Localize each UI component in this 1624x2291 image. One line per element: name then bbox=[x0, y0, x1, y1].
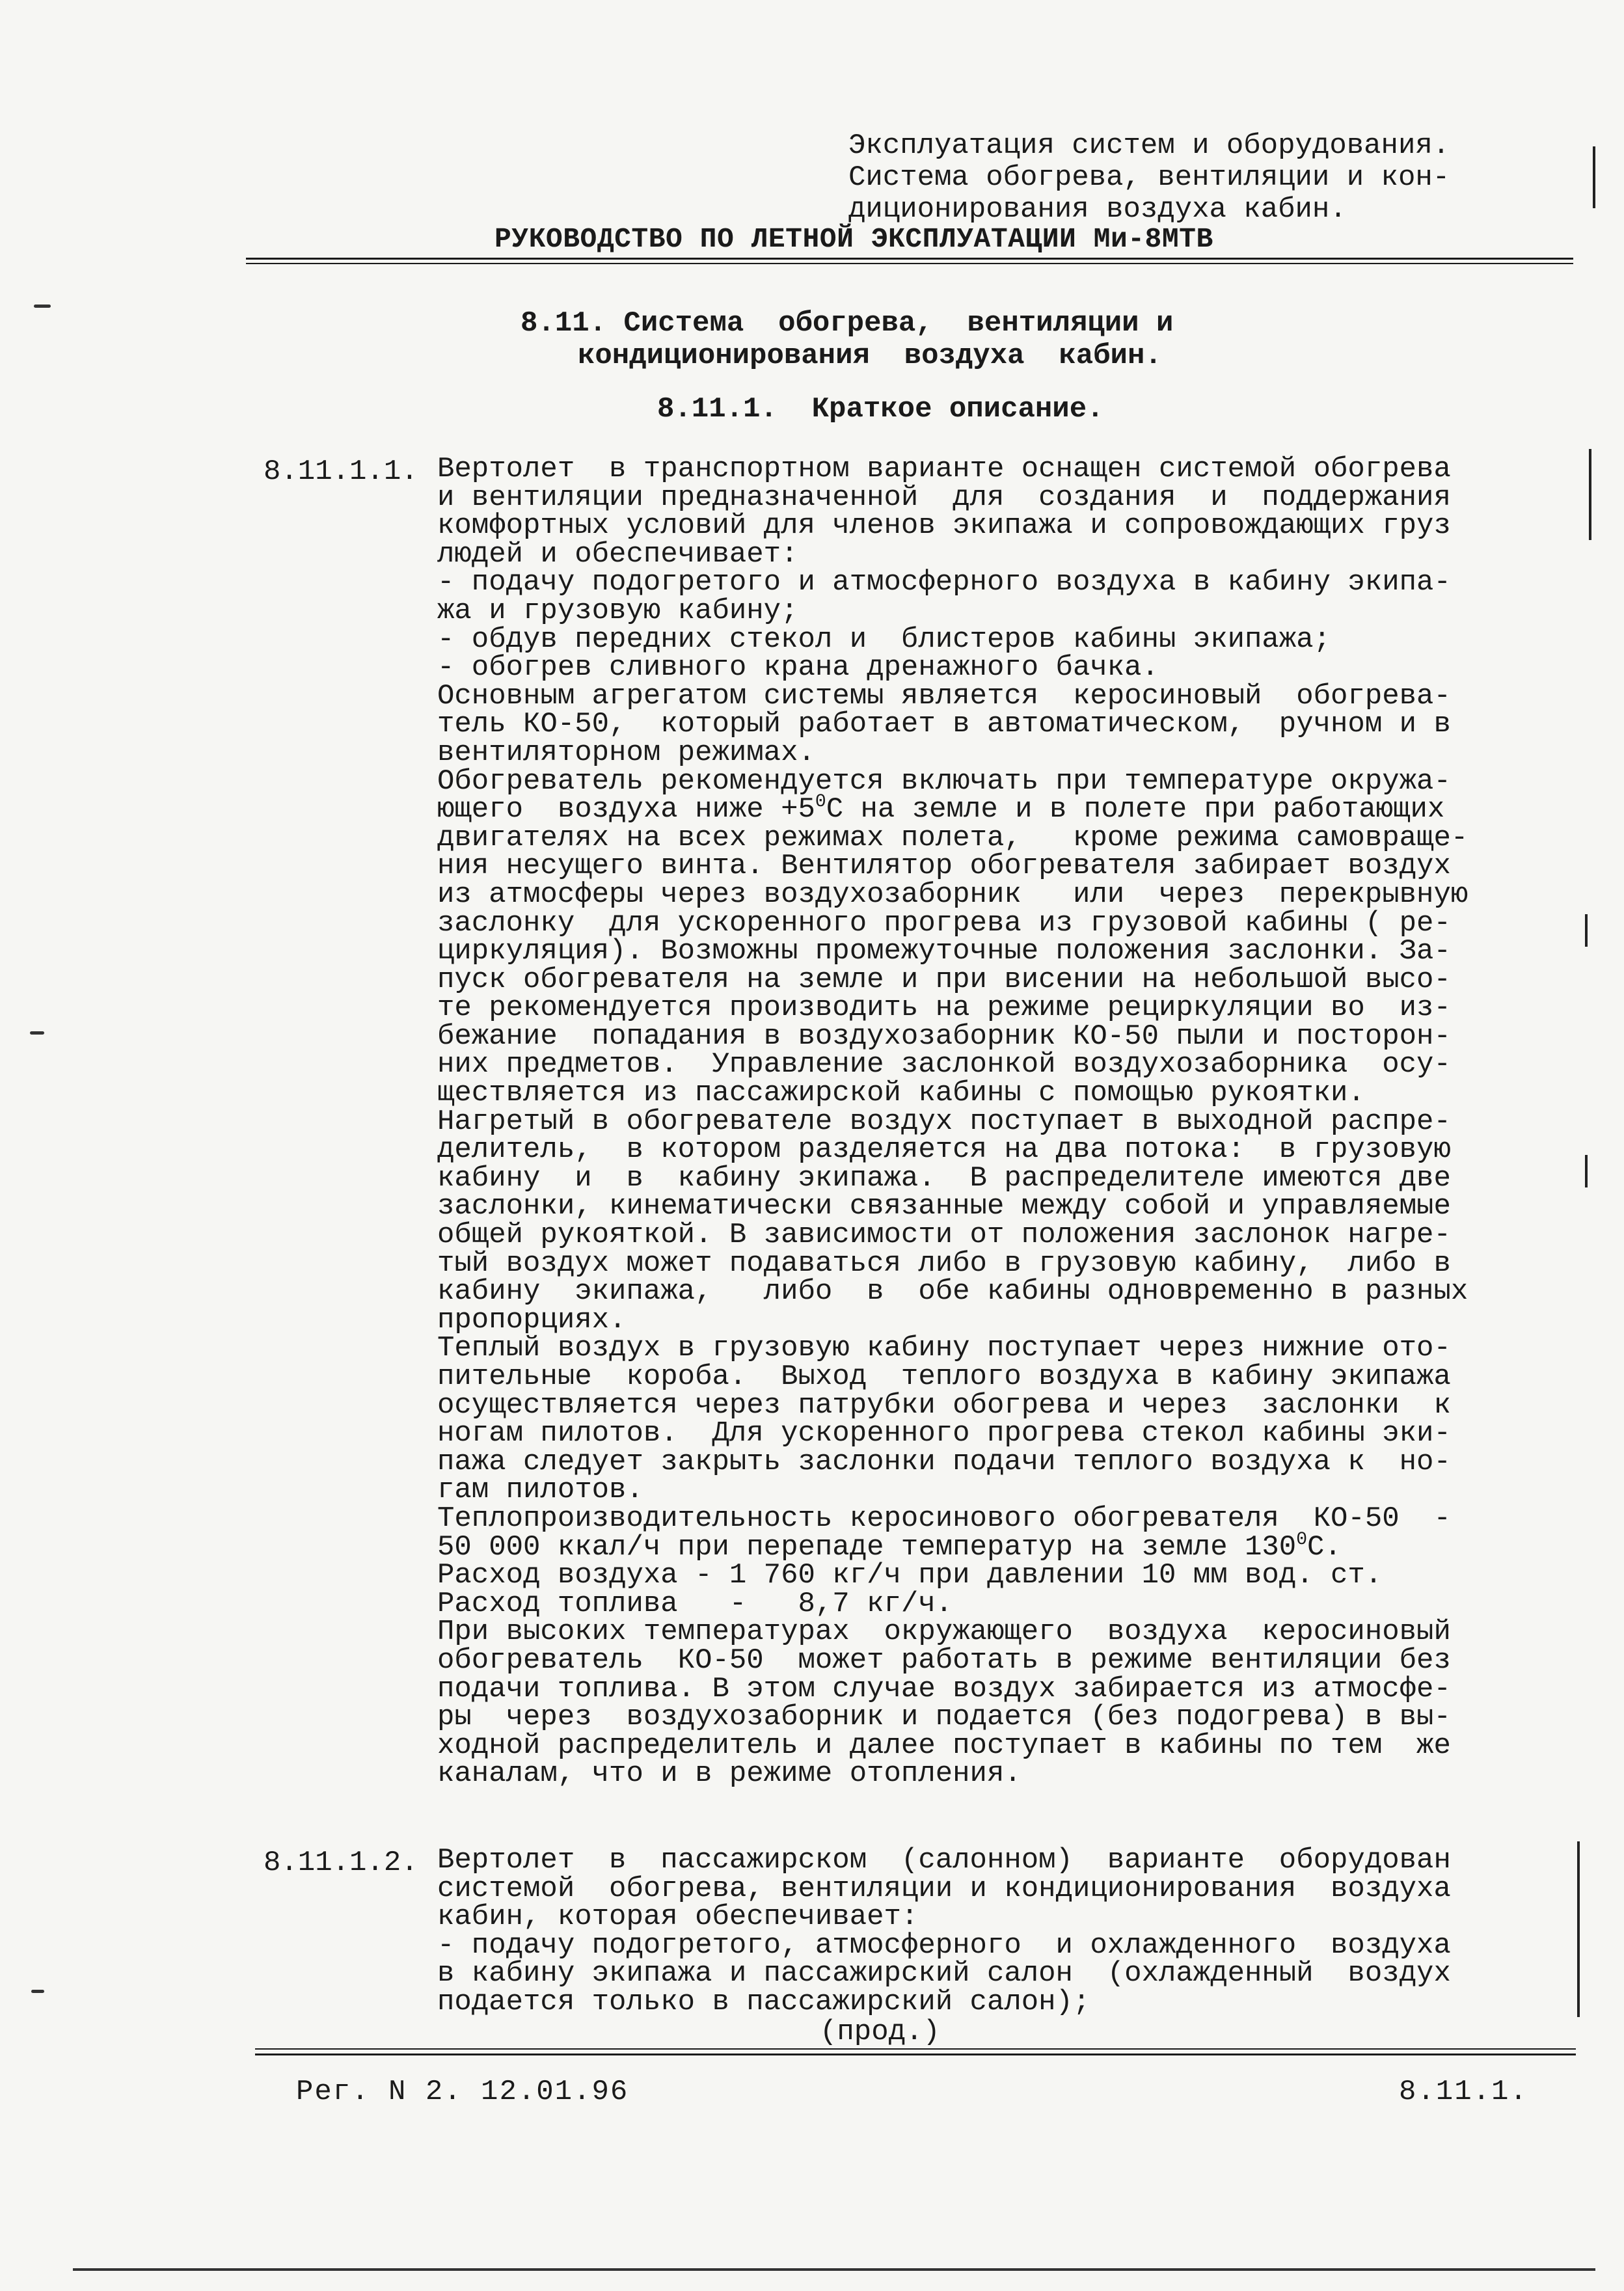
text-line: из атмосферы через воздухозаборник или через перекрывную bbox=[437, 878, 1468, 911]
text-line: пительные короба. Выход теплого воздуха в кабину экипажа bbox=[437, 1361, 1451, 1393]
text-line: ры через воздухозаборник и подается (без подогрева) в вы- bbox=[437, 1701, 1451, 1734]
text-line: и вентиляции предназначенной для создания и поддержания bbox=[437, 481, 1451, 514]
text-line: Расход воздуха - 1 760 кг/ч при давлении 10 мм вод. ст. bbox=[437, 1559, 1383, 1592]
change-bar bbox=[1589, 449, 1591, 540]
subsection-title: 8.11.1. Краткое описание. bbox=[657, 393, 1104, 426]
text-line: те рекомендуется производить на режиме рециркуляции во из- bbox=[437, 992, 1451, 1025]
section-title-line-2: кондиционирования воздуха кабин. bbox=[578, 340, 1162, 372]
text-line: вентиляторном режимах. bbox=[437, 736, 815, 769]
text-line: Вертолет в пассажирском (салонном) варианте оборудован bbox=[437, 1844, 1451, 1877]
text-line: кабину экипажа, либо в обе кабины одновременно в разных bbox=[437, 1275, 1468, 1308]
text-line: каналам, что и в режиме отопления. bbox=[437, 1757, 1022, 1791]
text-line: тый воздух может подаваться либо в грузовую кабину, либо в bbox=[437, 1247, 1451, 1280]
text-line: заслонку для ускоренного прогрева из грузовой кабины ( ре- bbox=[437, 906, 1451, 940]
text-line: ходной распределитель и далее поступает в кабины по тем же bbox=[437, 1729, 1451, 1762]
change-bar bbox=[1585, 1155, 1588, 1187]
text-line: делитель, в котором разделяется на два потока: в грузовую bbox=[437, 1133, 1451, 1167]
header-line-3: диционирования воздуха кабин. bbox=[848, 193, 1347, 226]
scan-mark bbox=[30, 1031, 44, 1035]
text-line: людей и обеспечивает: bbox=[437, 537, 798, 571]
text-line: Нагретый в обогревателе воздух поступает в выходной распре- bbox=[437, 1105, 1451, 1138]
text-line: ния несущего винта. Вентилятор обогревателя забирает воздух bbox=[437, 850, 1451, 883]
document-title: РУКОВОДСТВО ПО ЛЕТНОЙ ЭКСПЛУАТАЦИИ Ми-8МТВ bbox=[494, 223, 1213, 255]
text-line: пажа следует закрыть заслонки подачи теплого воздуха к но- bbox=[437, 1445, 1451, 1478]
continued-label: (прод.) bbox=[820, 2016, 940, 2048]
change-bar bbox=[1593, 146, 1595, 208]
text-line: системой обогрева, вентиляции и кондиционирования воздуха bbox=[437, 1872, 1451, 1905]
text-line: кабину и в кабину экипажа. В распределителе имеются две bbox=[437, 1161, 1451, 1195]
text-line: двигателях на всех режимах полета, кроме режима самовраще- bbox=[437, 821, 1468, 854]
text-line: - подачу подогретого и атмосферного воздуха в кабину экипа- bbox=[437, 566, 1451, 599]
text-line: Расход топлива - 8,7 кг/ч. bbox=[437, 1587, 953, 1620]
text-line: осуществляется через патрубки обогрева и через заслонки к bbox=[437, 1389, 1451, 1422]
registration-number: Рег. N 2. 12.01.96 bbox=[296, 2076, 629, 2108]
text-line: - обдув передних стекол и блистеров кабины экипажа; bbox=[437, 623, 1331, 656]
paragraph-2 bbox=[437, 1844, 1582, 2018]
text-line: обогреватель КО-50 может работать в режиме вентиляции без bbox=[437, 1644, 1451, 1677]
text-line: - обогрев сливного крана дренажного бачка. bbox=[437, 651, 1159, 685]
text-line: жа и грузовую кабину; bbox=[437, 594, 798, 627]
text-line: пуск обогревателя на земле и при висении на небольшой высо- bbox=[437, 963, 1451, 996]
header-rule-top bbox=[246, 258, 1573, 260]
text-line: гам пилотов. bbox=[437, 1474, 643, 1507]
degree-mark: 0 bbox=[815, 792, 826, 813]
text-line: Обогреватель рекомендуется включать при температуре окружа- bbox=[437, 765, 1451, 798]
footer-rule-bottom bbox=[255, 2054, 1576, 2055]
header-subtitle bbox=[848, 130, 1564, 226]
text-line: заслонки, кинематически связанные между собой и управляемые bbox=[437, 1190, 1451, 1223]
header-line-2: Система обогрева, вентиляции и кон- bbox=[848, 161, 1450, 194]
text-line: Вертолет в транспортном варианте оснащен системой обогрева bbox=[437, 453, 1451, 485]
text-line: циркуляция). Возможны промежуточные положения заслонки. За- bbox=[437, 935, 1451, 968]
footer-rule-top bbox=[255, 2048, 1576, 2050]
text-line: Основным агрегатом системы является керосиновый обогрева- bbox=[437, 679, 1451, 712]
text-line: подается только в пассажирский салон); bbox=[437, 1985, 1090, 2018]
header-rule-bottom bbox=[246, 263, 1573, 264]
heat-output-line: 50 000 ккал/ч при перепаде температур на земле $130^0С$. bbox=[437, 1529, 1342, 1564]
text-line: общей рукояткой. В зависимости от положения заслонок нагре- bbox=[437, 1219, 1451, 1252]
change-bar bbox=[1585, 914, 1588, 947]
paragraph-number-2: 8.11.1.2. bbox=[264, 1847, 418, 1879]
section-title-line-1: 8.11. Система обогрева, вентиляции и bbox=[521, 307, 1174, 340]
text-line: - подачу подогретого, атмосферного и охлажденного воздуха bbox=[437, 1929, 1451, 1962]
text-line: При высоких температурах окружающего воздуха керосиновый bbox=[437, 1616, 1451, 1649]
header-line-1: Эксплуатация систем и оборудования. bbox=[848, 129, 1450, 162]
text-line: тель КО-50, который работает в автоматическом, ручном и в bbox=[437, 708, 1451, 741]
text-line: кабин, которая обеспечивает: bbox=[437, 1901, 919, 1934]
section-title bbox=[521, 307, 1366, 372]
text-line: ществляется из пассажирской кабины с помощью рукоятки. bbox=[437, 1077, 1365, 1110]
text-line: ногам пилотов. Для ускоренного прогрева стекол кабины эки- bbox=[437, 1417, 1451, 1450]
text-line: пропорциях. bbox=[437, 1303, 627, 1336]
text-line: в кабину экипажа и пассажирский салон (охлажденный воздух bbox=[437, 1957, 1451, 1990]
text-line: бежание попадания в воздухозаборник КО-50 пыли и посторон- bbox=[437, 1020, 1451, 1053]
scan-mark bbox=[31, 1990, 44, 1993]
scan-mark bbox=[34, 305, 51, 308]
scan-edge-line bbox=[73, 2268, 1595, 2271]
text-line: комфортных условий для членов экипажа и сопровождающих груз bbox=[437, 509, 1451, 543]
temperature-line: ющего воздуха ниже $+5^0С$ на земле и в полете при работающих bbox=[437, 792, 1445, 826]
degree-mark: 0 bbox=[1296, 1529, 1308, 1550]
text-line: них предметов. Управление заслонкой воздухозаборника осу- bbox=[437, 1048, 1451, 1081]
paragraph-1 bbox=[437, 455, 1582, 1789]
page-reference: 8.11.1. bbox=[1399, 2076, 1528, 2108]
text-line: Теплопроизводительность керосинового обогревателя КО-50 - bbox=[437, 1502, 1451, 1535]
paragraph-number-1: 8.11.1.1. bbox=[264, 455, 418, 488]
text-line: Теплый воздух в грузовую кабину поступает через нижние ото- bbox=[437, 1332, 1451, 1365]
change-bar bbox=[1577, 1841, 1580, 2017]
text-line: подачи топлива. В этом случае воздух забирается из атмосфе- bbox=[437, 1672, 1451, 1705]
